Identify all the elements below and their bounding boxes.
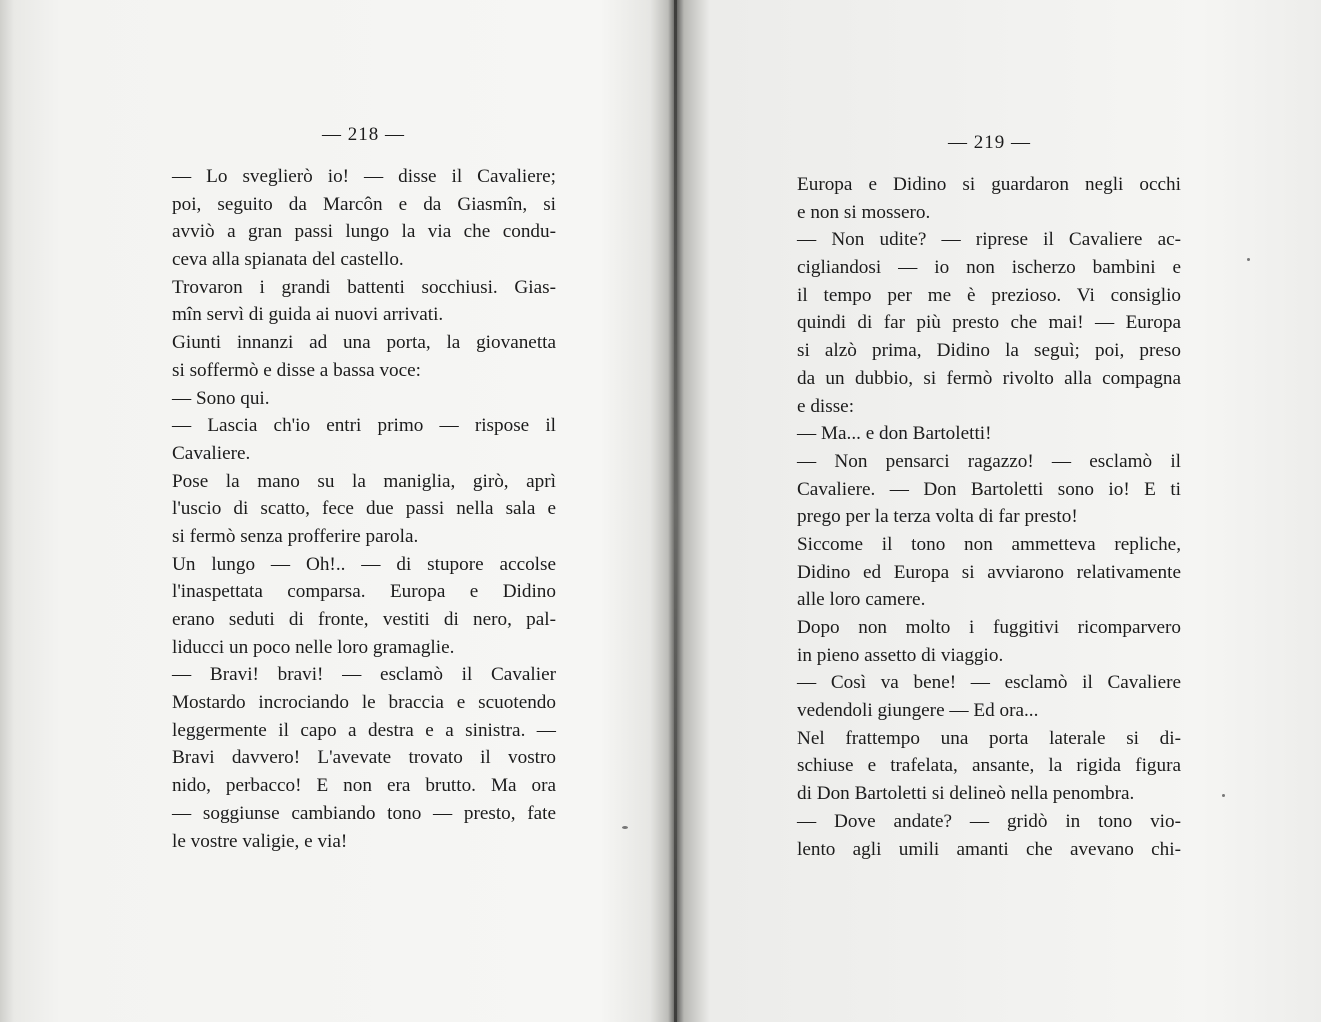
left-page-text xyxy=(172,163,556,855)
paper-speck xyxy=(1247,258,1250,261)
text-line: cigliandosi — io non ischerzo bambini e xyxy=(797,257,1181,279)
book-gutter xyxy=(674,0,677,1022)
text-line: — soggiunse cambiando tono — presto, fate xyxy=(172,802,556,824)
text-line: e disse: xyxy=(797,395,855,417)
text-line: — Dove andate? — gridò in tono vio- xyxy=(797,810,1181,832)
page-number-right: — 219 — xyxy=(948,132,1031,153)
text-line: l'uscio di scatto, fece due passi nella sala e xyxy=(172,498,556,520)
text-line: Siccome il tono non ammetteva repliche, xyxy=(797,533,1181,555)
text-line: Didino ed Europa si avviarono relativamente xyxy=(797,561,1181,583)
text-line: — Bravi! bravi! — esclamò il Cavalier xyxy=(172,664,556,686)
text-line: da un dubbio, si fermò rivolto alla compagna xyxy=(797,367,1181,389)
text-line: si fermò senza profferire parola. xyxy=(172,525,419,547)
text-line: mîn servì di guida ai nuovi arrivati. xyxy=(172,304,444,326)
paper-speck xyxy=(622,826,628,829)
text-line: — Non pensarci ragazzo! — esclamò il xyxy=(797,450,1181,472)
text-line: — Lascia ch'io entri primo — rispose il xyxy=(172,415,556,437)
text-line: Bravi davvero! L'avevate trovato il vostro xyxy=(172,747,556,769)
text-line: si alzò prima, Didino la seguì; poi, preso xyxy=(797,340,1181,362)
text-line: Dopo non molto i fuggitivi ricomparvero xyxy=(797,617,1181,638)
text-line: alle loro camere. xyxy=(797,589,926,611)
text-line: liducci un poco nelle loro gramaglie. xyxy=(172,636,455,658)
right-page xyxy=(680,0,1321,1022)
text-line: Europa e Didino si guardaron negli occhi xyxy=(797,174,1181,195)
page-number-left: — 218 — xyxy=(322,124,405,145)
text-line: l'inaspettata comparsa. Europa e Didino xyxy=(172,581,556,603)
text-line: Nel frattempo una porta laterale si di- xyxy=(797,727,1181,749)
text-line: e non si mossero. xyxy=(797,201,931,223)
text-line: il tempo per me è prezioso. Vi consiglio xyxy=(797,284,1181,306)
text-line: erano seduti di fronte, vestiti di nero, pal- xyxy=(172,609,556,630)
text-line: avviò a gran passi lungo la via che condu- xyxy=(172,221,556,243)
text-line: prego per la terza volta di far presto! xyxy=(797,506,1078,528)
text-line: Cavaliere. — Don Bartoletti sono io! E ti xyxy=(797,478,1181,500)
text-line: leggermente il capo a destra e a sinistra. — xyxy=(172,719,556,741)
paper-speck xyxy=(1222,794,1225,797)
text-line: in pieno assetto di viaggio. xyxy=(797,644,1004,666)
text-line: quindi di far più presto che mai! — Europa xyxy=(797,312,1181,334)
text-line: Cavaliere. xyxy=(172,442,251,464)
text-line: Un lungo — Oh!.. — di stupore accolse xyxy=(172,553,556,575)
text-line: Pose la mano su la maniglia, girò, aprì xyxy=(172,470,556,492)
text-line: ceva alla spianata del castello. xyxy=(172,249,404,271)
right-page-text xyxy=(797,171,1181,863)
text-line: — Lo sveglierò io! — disse il Cavaliere; xyxy=(172,166,556,187)
text-line: — Ma... e don Bartoletti! xyxy=(797,423,992,445)
text-line: Mostardo incrociando le braccia e scuotendo xyxy=(172,692,556,714)
text-line: poi, seguito da Marcôn e da Giasmîn, si xyxy=(172,193,556,215)
text-line: — Così va bene! — esclamò il Cavaliere xyxy=(797,672,1181,694)
text-line: Trovaron i grandi battenti socchiusi. Gias- xyxy=(172,276,556,298)
text-line: — Non udite? — riprese il Cavaliere ac- xyxy=(797,229,1181,251)
text-line: di Don Bartoletti si delineò nella penombra. xyxy=(797,783,1135,805)
text-line: si soffermò e disse a bassa voce: xyxy=(172,359,422,381)
text-line: Giunti innanzi ad una porta, la giovanetta xyxy=(172,332,556,354)
text-line: lento agli umili amanti che avevano chi- xyxy=(797,838,1181,860)
text-line: — Sono qui. xyxy=(172,387,270,409)
text-line: nido, perbacco! E non era brutto. Ma ora xyxy=(172,775,556,797)
text-line: vedendoli giungere — Ed ora... xyxy=(797,700,1039,722)
text-line: le vostre valigie, e via! xyxy=(172,830,348,852)
text-line: schiuse e trafelata, ansante, la rigida figura xyxy=(797,755,1181,777)
